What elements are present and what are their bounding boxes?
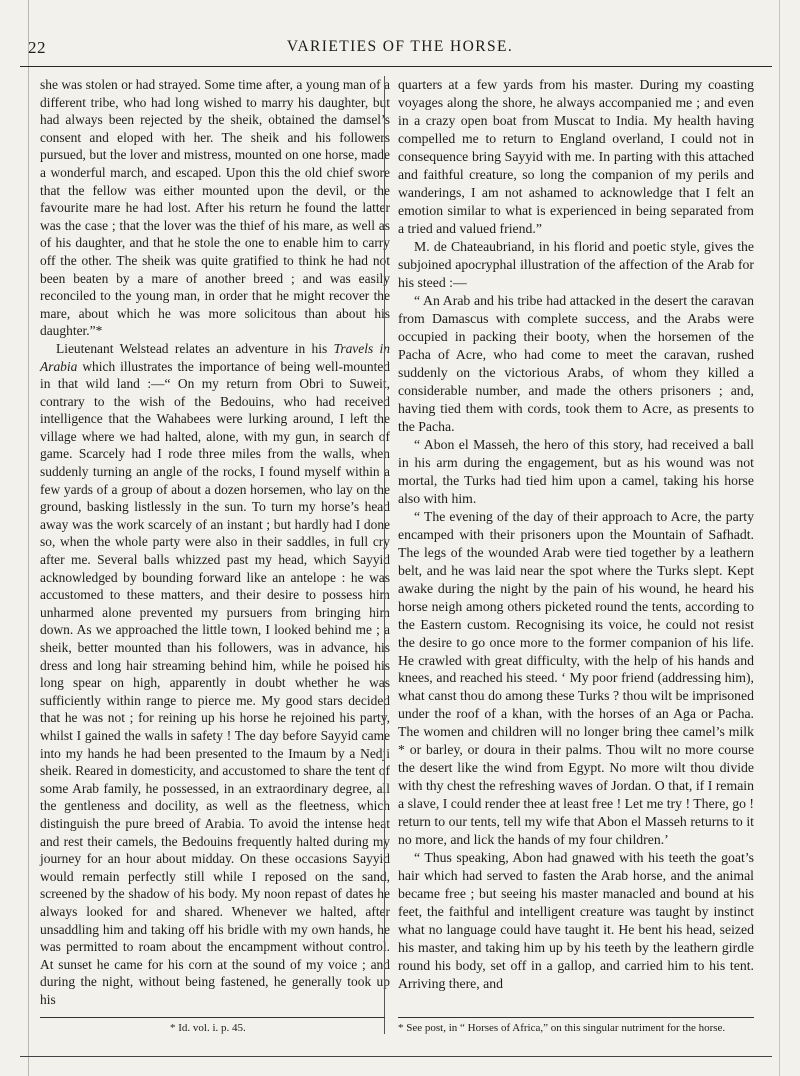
paragraph-text: which illustrates the importance of being well-mounted in that wild land :—“ On my return from Obri to Suweit, contrary to the wish of the Bedouins, who had received intelligence that the Wahabees were lurking around, I left the village where we had halted, alone, with my gun, in search of game. Scarcely had I rode three miles from the walls, when suddenly turning an angle of the rocks, I found myself within a few yards of a group of about a dozen horsemen, who lay on the ground, basking listlessly in the sun. To turn my horse’s head away was the work scarcely of an instant ; but hardly had I done so, when the whole party were also in their saddles, in full cry after me. Several balls whizzed past my head, which Sayyid acknowledged by bounding forward like an antelope : he was accustomed to these matters, and their desire to possess him unharmed alone prevented my pursuers from bringing him down. As we approached the little town, I looked behind me ; a sheik, better mounted than his followers, was in advance, his dress and long hair streaming behind him, while he poised his long spear on high, apparently in doubt whether he was sufficiently within range to pierce me. My good stars decided that he was not ; for reining up his horse he rejoined his party, whilst I gained the walls in safety ! The day before Sayyid came into my hands he had been presented to the Imaum by a Nedji sheik. Reared in domesticity, and accustomed to share the tent of some Arab family, he possessed, in an extraordinary degree, all the gentleness and docility, as well as the fleetness, which distinguish the pure breed of Arabia. To avoid the intense heat and rest their camels, the Bedouins frequently halted during my journey for an hour about midday. On these occasions Sayyid would remain perfectly still while I reposed on the sand, screened by the shadow of his body. My noon repast of dates he always looked for and shared. Whenever we halted, after unsaddling him and taking off his bridle with my own hands, he was permitted to roam about the encampment without control. At sunset he came for his corn at the sound of my voice ; and during the night, without being fastened, he generally took up his bbox=[40, 358, 390, 1007]
paragraph bbox=[40, 340, 390, 1009]
footnote: * See post, in “ Horses of Africa,” on this singular nutriment for the horse. bbox=[398, 1022, 726, 1034]
paragraph: “ The evening of the day of their approach to Acre, the party encamped with their prisoners upon the Mountain of Safhadt. The legs of the wounded Arab were tied together by a leathern belt, and he was laid near the spot where the Turks slept. Kept awake during the night by the pain of his wound, he heard his horse neigh among others picketed round the tents, according to the Eastern custom. Recognising its voice, he could not resist the desire to go once more to the former companion of his life. He crawled with great difficulty, with the help of his hands and knees, and reached his steed. ‘ My poor friend (addressing him), what canst thou do among these Turks ? thou wilt be imprisoned under the roof of a khan, with the horses of an Aga or Pacha. The women and children will no longer bring thee camel’s milk * or barley, or doura in their palms. Thou wilt no more course the desert like the wind from Egypt. No more wilt thou divide with thy chest the refreshing waves of Jordan. O that, if I remain a slave, I could render thee at least free ! Let me try ! There, go ! return to our tents, tell my wife that Abon el Masseh returns to it no more, and lick the hands of my four children.’ bbox=[398, 508, 754, 848]
footnote-rule bbox=[398, 1017, 754, 1018]
page-header bbox=[28, 38, 772, 68]
paragraph: she was stolen or had strayed. Some time after, a young man of a different tribe, who had long wished to marry his daughter, but had always been rejected by the sheik, obtained the damsel’s consent and eloped with her. The sheik and his followers pursued, but the lover and mistress, mounted on one horse, made a wonderful march, and escaped. Upon this the old chief swore that the fellow was either mounted upon the devil, or the favourite mare he had lost. After his return he found the latter was the case ; that the lover was the thief of his mare, as well as of his daughter, and that he stole the one to enable him to carry off the other. The sheik was quite gratified to think he had not been beaten by a mare of another breed ; and was easily reconciled to the young man, in order that he might recover the mare, about which he was more solicitous than about his daughter.”* bbox=[40, 77, 390, 339]
running-head: VARIETIES OF THE HORSE. bbox=[286, 38, 514, 55]
paragraph: “ Thus speaking, Abon had gnawed with his teeth the goat’s hair which had served to fasten the Arab horse, and the animal became free ; but seeing his master manacled and bound at his feet, the faithful and intelligent creature was taught by instinct what no language could have taught it. He bent his head, seized his master, and taking him up by his teeth by the leathern girdle round his body, set off in a gallop, and carried him to his tent. Arriving there, and bbox=[398, 850, 754, 992]
paragraph-text: Lieutenant Welstead relates an adventure in his bbox=[56, 340, 328, 356]
paragraph: “ Abon el Masseh, the hero of this story, had received a ball in his arm during the engagement, but as his wound was not mortal, the Turks had tied him upon a camel, taking his horse also with him. bbox=[398, 436, 754, 506]
paragraph: “ An Arab and his tribe had attacked in the desert the caravan from Damascus with complete success, and the Arabs were occupied in packing their booty, when the horsemen of the Pacha of Acre, who had come to meet the caravan, rushed suddenly on the victorious Arabs, of whom they killed a considerable number, and made the others prisoners ; and, having tied them with cords, took them to Acre, as presents to the Pacha. bbox=[398, 292, 754, 434]
right-column bbox=[398, 76, 754, 993]
page-number: 22 bbox=[28, 38, 46, 57]
footnote-rule bbox=[40, 1017, 385, 1018]
page-edge-left bbox=[28, 0, 29, 1076]
left-column bbox=[40, 76, 390, 1008]
header-rule bbox=[20, 66, 772, 67]
footnote: * Id. vol. i. p. 45. bbox=[170, 1022, 246, 1034]
column-divider bbox=[384, 76, 385, 1034]
book-title: Travels in Arabia bbox=[40, 340, 391, 374]
paragraph: quarters at a few yards from his master. During my coasting voyages along the shore, he always accompanied me ; and even in a crazy open boat from Muscat to India. My health having compelled me to return to England overland, I could not in consequence bring Sayyid with me. In parting with this attached and faithful creature, so long the companion of my perils and wanderings, I am not ashamed to acknowledge that I felt an emotion similar to what is experienced in being separated from a tried and valued friend.” bbox=[398, 77, 754, 236]
paragraph: M. de Chateaubriand, in his florid and poetic style, gives the subjoined apocryphal illustration of the affection of the Arab for his steed :— bbox=[398, 238, 754, 290]
page-edge-right bbox=[779, 0, 780, 1076]
bottom-rule bbox=[20, 1056, 772, 1057]
